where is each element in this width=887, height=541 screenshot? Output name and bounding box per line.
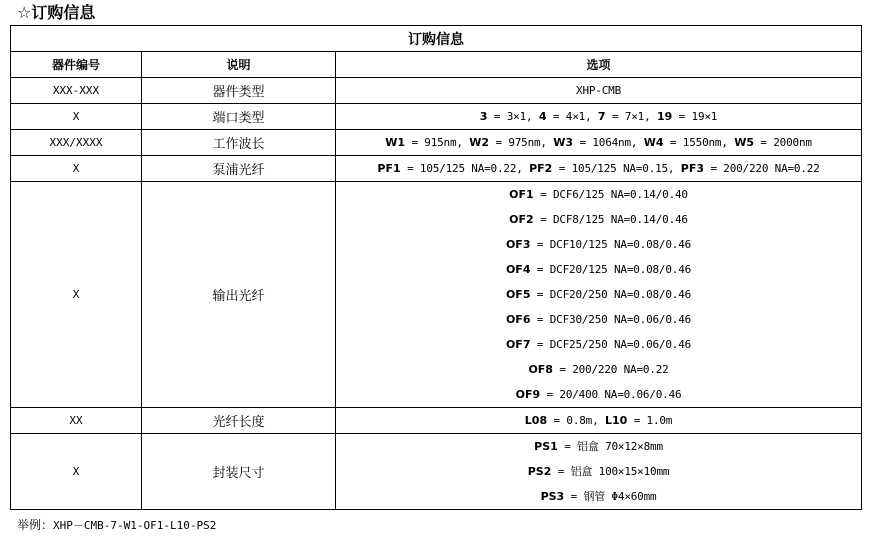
option-text: XHP-CMB [576,84,621,97]
option-text: = DCF6/125 NA=0.14/0.40 [533,188,688,201]
option-code: 4 [538,110,547,123]
option-code: OF9 [515,388,541,401]
part-code-cell: X [11,104,142,130]
option-code: PF3 [680,162,705,175]
ordering-example [17,516,216,535]
option-line [340,408,857,433]
options-cell [336,130,862,156]
option-text: = 4×1, [546,110,598,123]
description-cell: 器件类型 [142,78,336,104]
option-code: OF1 [509,188,534,201]
option-text: = 200/220 NA=0.22 [704,162,820,175]
options-cell [336,156,862,182]
column-header-description: 说明 [142,52,336,78]
part-code-cell: X [11,434,142,510]
option-text: = 915nm, [405,136,470,149]
option-text: = DCF20/250 NA=0.08/0.46 [530,288,692,301]
option-code: W5 [734,136,754,149]
option-code: W4 [643,136,664,149]
option-text: = 1550nm, [663,136,735,149]
table-title: 订购信息 [11,26,862,52]
option-line [340,357,857,382]
table-header-row [11,52,862,78]
table-row [11,182,862,408]
option-text: = 1.0m [627,414,673,427]
option-text: = 19×1 [672,110,718,123]
option-line [340,434,857,459]
part-code-cell: X [11,156,142,182]
description-cell: 光纤长度 [142,408,336,434]
table-row [11,408,862,434]
option-line [340,104,857,129]
option-line [340,182,857,207]
option-text: = 3×1, [487,110,539,123]
table-row [11,434,862,510]
option-text: = DCF30/250 NA=0.06/0.46 [530,313,692,326]
option-code: OF4 [505,263,531,276]
example-label: 举例： [17,518,54,532]
column-header-part-number: 器件编号 [11,52,142,78]
option-code: OF8 [528,363,553,376]
option-code: OF3 [505,238,531,251]
option-line [340,307,857,332]
option-code: PS1 [534,440,558,453]
option-code: L10 [604,414,628,427]
option-line [340,232,857,257]
option-line [340,257,857,282]
option-code: W2 [469,136,490,149]
description-cell: 端口类型 [142,104,336,130]
description-cell: 封装尺寸 [142,434,336,510]
option-line [340,332,857,357]
option-line [340,78,857,103]
description-cell: 输出光纤 [142,182,336,408]
option-text: = DCF25/250 NA=0.06/0.46 [530,338,692,351]
option-text: = 7×1, [605,110,657,123]
table-row [11,156,862,182]
option-line [340,130,857,155]
option-text: = DCF10/125 NA=0.08/0.46 [530,238,692,251]
part-code-cell: XXX/XXXX [11,130,142,156]
option-text: = 0.8m, [547,414,605,427]
part-code-cell: XX [11,408,142,434]
section-heading: ☆订购信息 [17,3,96,22]
description-cell: 泵浦光纤 [142,156,336,182]
option-text: = 2000nm [753,136,812,149]
option-text: = 200/220 NA=0.22 [552,363,669,376]
option-text: = DCF8/125 NA=0.14/0.46 [533,213,688,226]
option-line [340,207,857,232]
option-line [340,156,857,181]
option-code: PS2 [527,465,552,478]
option-text: = DCF20/125 NA=0.08/0.46 [530,263,692,276]
table-row [11,78,862,104]
option-code: OF5 [505,288,531,301]
part-code-cell: X [11,182,142,408]
option-text: = 975nm, [489,136,554,149]
option-text: = 1064nm, [573,136,644,149]
option-text: = 105/125 NA=0.22, [400,162,530,175]
option-code: PF2 [529,162,553,175]
ordering-info-table [10,25,862,510]
option-line [340,382,857,407]
part-code-cell: XXX-XXX [11,78,142,104]
options-cell [336,182,862,408]
option-line [340,282,857,307]
option-code: PS3 [540,490,565,503]
option-code: W3 [553,136,574,149]
table-title-row [11,26,862,52]
option-text: = 105/125 NA=0.15, [552,162,681,175]
option-code: 3 [479,110,488,123]
option-line [340,459,857,484]
column-header-options: 选项 [336,52,862,78]
option-code: OF2 [509,213,534,226]
options-cell [336,434,862,510]
description-cell: 工作波长 [142,130,336,156]
table-row [11,104,862,130]
option-line [340,484,857,509]
option-code: L08 [524,414,548,427]
table-row [11,130,862,156]
option-code: OF7 [505,338,531,351]
example-value: XHP－CMB-7-W1-OF1-L10-PS2 [53,519,217,532]
option-text: = 钢管 Φ4×60mm [564,490,657,503]
options-cell [336,408,862,434]
options-cell [336,104,862,130]
option-text: = 铝盒 70×12×8mm [557,440,663,453]
option-text: = 20/400 NA=0.06/0.46 [540,388,682,401]
options-cell [336,78,862,104]
option-code: W1 [385,136,406,149]
option-code: OF6 [505,313,531,326]
option-code: 19 [656,110,673,123]
option-text: = 铝盒 100×15×10mm [551,465,670,478]
option-code: PF1 [377,162,401,175]
option-code: 7 [597,110,606,123]
